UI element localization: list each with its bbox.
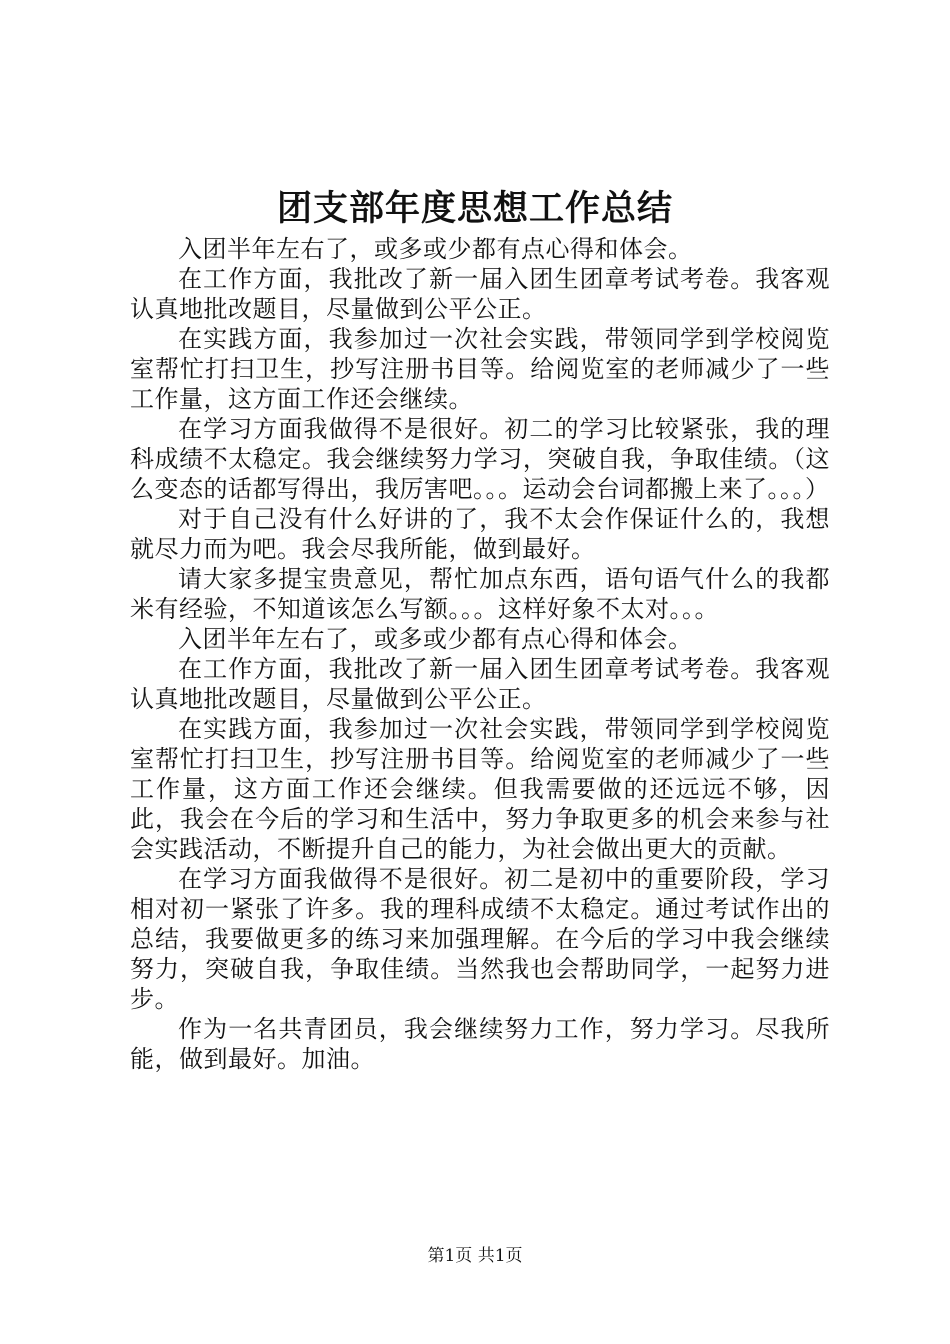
paragraph: 对于自己没有什么好讲的了，我不太会作保证什么的，我想就尽力而为吧。我会尽我所能，做到最好。 — [130, 505, 830, 563]
paragraph: 请大家多提宝贵意见，帮忙加点东西，语句语气什么的我都米有经验，不知道该怎么写额。。。这样好象不太对。。。 — [130, 565, 830, 623]
document-body — [130, 234, 830, 1074]
paragraph: 在工作方面，我批改了新一届入团生团章考试考卷。我客观认真地批改题目，尽量做到公平公正。 — [130, 655, 830, 713]
paragraph: 入团半年左右了，或多或少都有点心得和体会。 — [178, 235, 693, 263]
paragraph: 在工作方面，我批改了新一届入团生团章考试考卷。我客观认真地批改题目，尽量做到公平公正。 — [130, 265, 830, 323]
paragraph: 作为一名共青团员，我会继续努力工作，努力学习。尽我所能，做到最好。加油。 — [130, 1015, 830, 1073]
page-footer: 第1页 共1页 — [427, 1246, 523, 1266]
paragraph: 在学习方面我做得不是很好。初二是初中的重要阶段，学习相对初一紧张了许多。我的理科成绩不太稳定。通过考试作出的总结，我要做更多的练习来加强理解。在今后的学习中我会继续努力，突破自我，争取佳绩。当然我也会帮助同学，一起努力进步。 — [130, 865, 830, 1013]
paragraph: 入团半年左右了，或多或少都有点心得和体会。 — [178, 625, 693, 653]
paragraph: 在学习方面我做得不是很好。初二的学习比较紧张，我的理科成绩不太稳定。我会继续努力学习，突破自我，争取佳绩。（这么变态的话都写得出，我厉害吧。。。运动会台词都搬上来了。。。） — [130, 415, 830, 503]
document-title: 团支部年度思想工作总结 — [276, 188, 673, 229]
paragraph: 在实践方面，我参加过一次社会实践，带领同学到学校阅览室帮忙打扫卫生，抄写注册书目等。给阅览室的老师减少了一些工作量，这方面工作还会继续。但我需要做的还远远不够，因此，我会在今后的学习和生活中，努力争取更多的机会来参与社会实践活动，不断提升自己的能力，为社会做出更大的贡献。 — [130, 715, 830, 863]
paragraph: 在实践方面，我参加过一次社会实践，带领同学到学校阅览室帮忙打扫卫生，抄写注册书目等。给阅览室的老师减少了一些工作量，这方面工作还会继续。 — [130, 325, 830, 413]
